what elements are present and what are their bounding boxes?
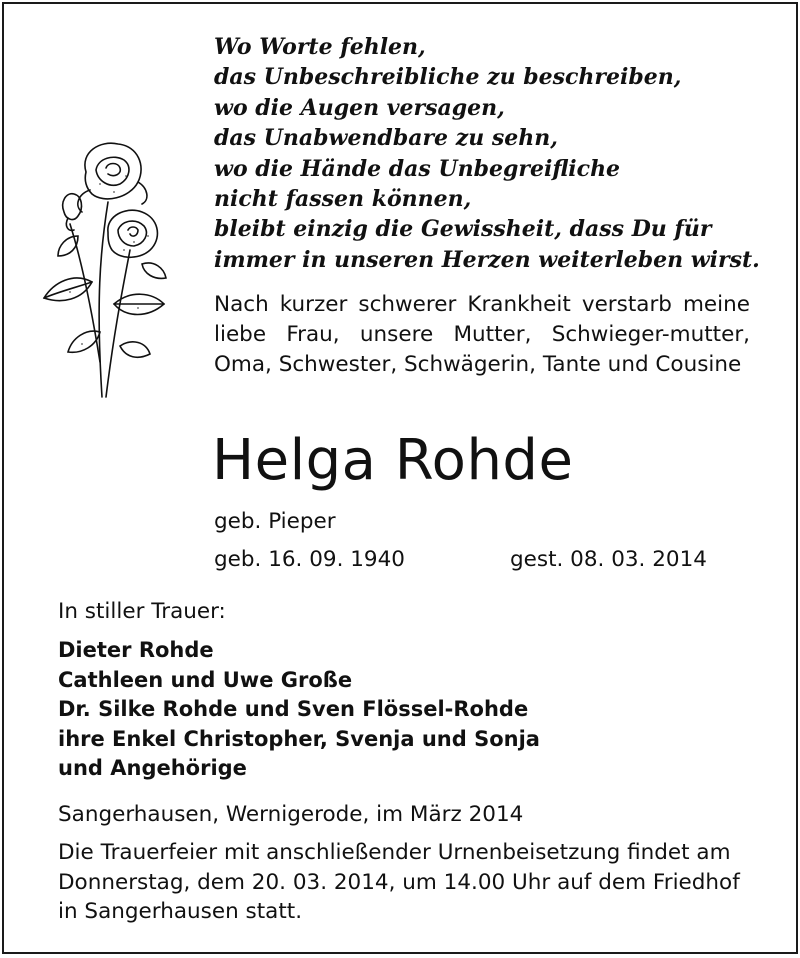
place-date: Sangerhausen, Wernigerode, im März 2014 xyxy=(58,802,524,827)
death-date: gest. 08. 03. 2014 xyxy=(510,547,707,572)
rose-icon xyxy=(30,132,180,402)
poem-line: immer in unseren Herzen weiterleben wirst. xyxy=(214,246,760,273)
maiden-name: geb. Pieper xyxy=(214,509,336,534)
mourner-name: Dr. Silke Rohde und Sven Flössel-Rohde xyxy=(58,697,529,721)
funeral-notice: Die Trauerfeier mit anschließender Urnenbeisetzung findet am Donnerstag, dem 20. 03. 2014, um 14.00 Uhr auf dem Friedhof in Sangerhausen statt. xyxy=(58,840,740,924)
poem-line: das Unabwendbare zu sehn, xyxy=(214,125,558,152)
poem-line: bleibt einzig die Gewissheit, dass Du für xyxy=(214,216,712,243)
poem xyxy=(214,32,774,275)
poem-line: wo die Hände das Unbegreifliche xyxy=(214,155,621,182)
poem-line: wo die Augen versagen, xyxy=(214,94,505,121)
mourning-label: In stiller Trauer: xyxy=(58,599,226,624)
intro-text: Nach kurzer schwerer Krankheit verstarb meine liebe Frau, unsere Mutter, Schwieger-mutter, Oma, Schwester, Schwägerin, Tante und Cousine xyxy=(214,292,750,377)
obituary-notice xyxy=(2,2,798,954)
mourner-name: ihre Enkel Christopher, Svenja und Sonja xyxy=(58,726,540,751)
poem-line: Wo Worte fehlen, xyxy=(214,34,426,60)
poem-line: nicht fassen können, xyxy=(214,186,472,213)
mourner-name: Cathleen und Uwe Große xyxy=(58,667,353,692)
deceased-name: Helga Rohde xyxy=(212,428,574,493)
life-dates xyxy=(214,546,734,574)
mourner-list xyxy=(58,636,540,784)
birth-date: geb. 16. 09. 1940 xyxy=(214,547,405,572)
mourner-name: Dieter Rohde xyxy=(58,638,214,662)
mourner-name: und Angehörige xyxy=(58,756,247,780)
poem-line: das Unbeschreibliche zu beschreiben, xyxy=(214,64,682,91)
